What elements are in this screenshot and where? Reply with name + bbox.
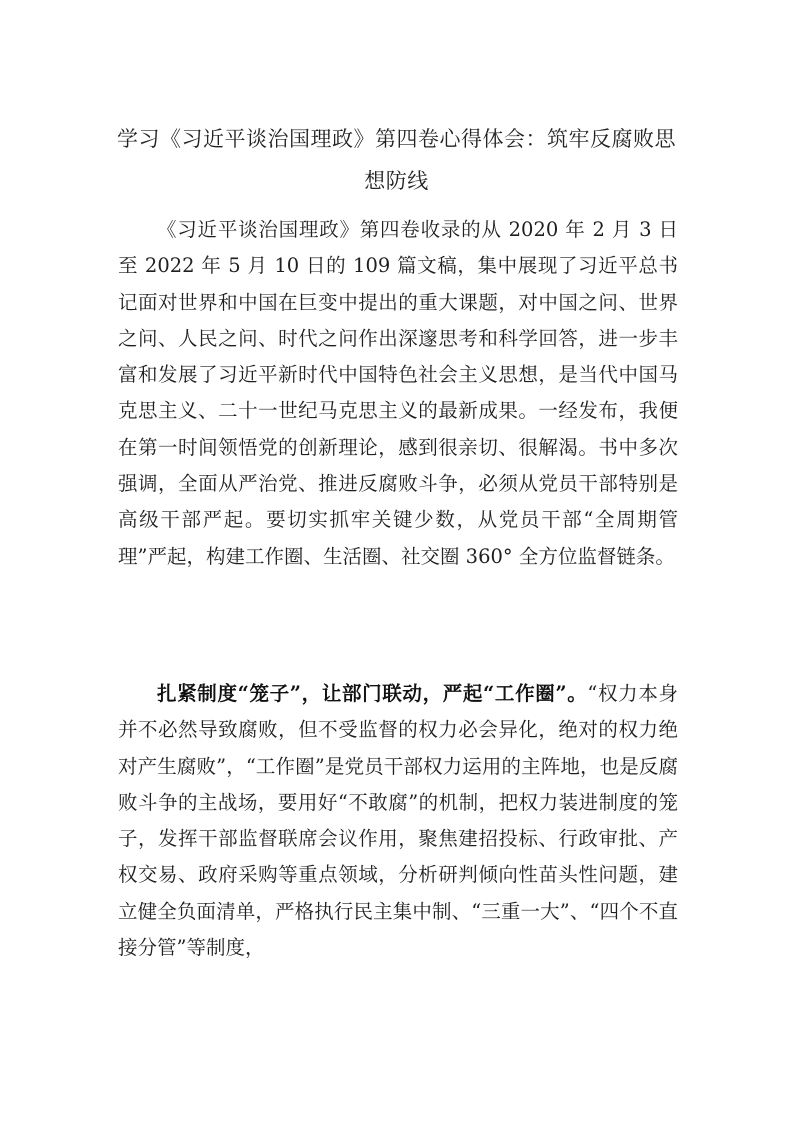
paragraph-2-text: “权力本身并不必然导致腐败，但不受监督的权力必会异化，绝对的权力绝对产生腐败”，“工作圈”是党员干部权力运用的主阵地，也是反腐败斗争的主战场，要用好“不敢腐”的机制，把权力装进制度的笼子，发挥干部监督联席会议作用，聚焦建招投标、行政审批、产权交易、政府采购等重点领域，分析研判倾向性苗头性问题，建立健全负面清单，严格执行民主集中制、“三重一大”、“四个不直接分管”等制度， [118, 682, 678, 960]
paragraph-2-bold-lead: 扎紧制度“笼子”，让部门联动，严起“工作圈”。 [157, 682, 588, 705]
body-paragraph-1 [118, 212, 678, 575]
document-title: 学习《习近平谈治国理政》第四卷心得体会：筑牢反腐败思想防线 [117, 127, 676, 193]
paragraph-1-text: 《习近平谈治国理政》第四卷收录的从 2020 年 2 月 3 日至 2022 年 5 月 10 日的 109 篇文稿，集中展现了习近平总书记面对世界和中国在巨变中提出的重大课题，对中国之问、世界之问、人民之问、时代之问作出深邃思考和科学回答，进一步丰富和发展了习近平新时代中国特色社会主义思想，是当代中国马克思主义、二十一世纪马克思主义的最新成果。一经发布，我便在第一时间领悟党的创新理论，感到很亲切、很解渴。书中多次强调，全面从严治党、推进反腐败斗争，必须从党员干部特别是高级干部严起。要切实抓牢关键少数，从党员干部“全周期管理”严起，构建工作圈、生活圈、社交圈 360° 全方位监督链条。 [118, 218, 678, 568]
body-paragraph-2 [118, 676, 678, 966]
